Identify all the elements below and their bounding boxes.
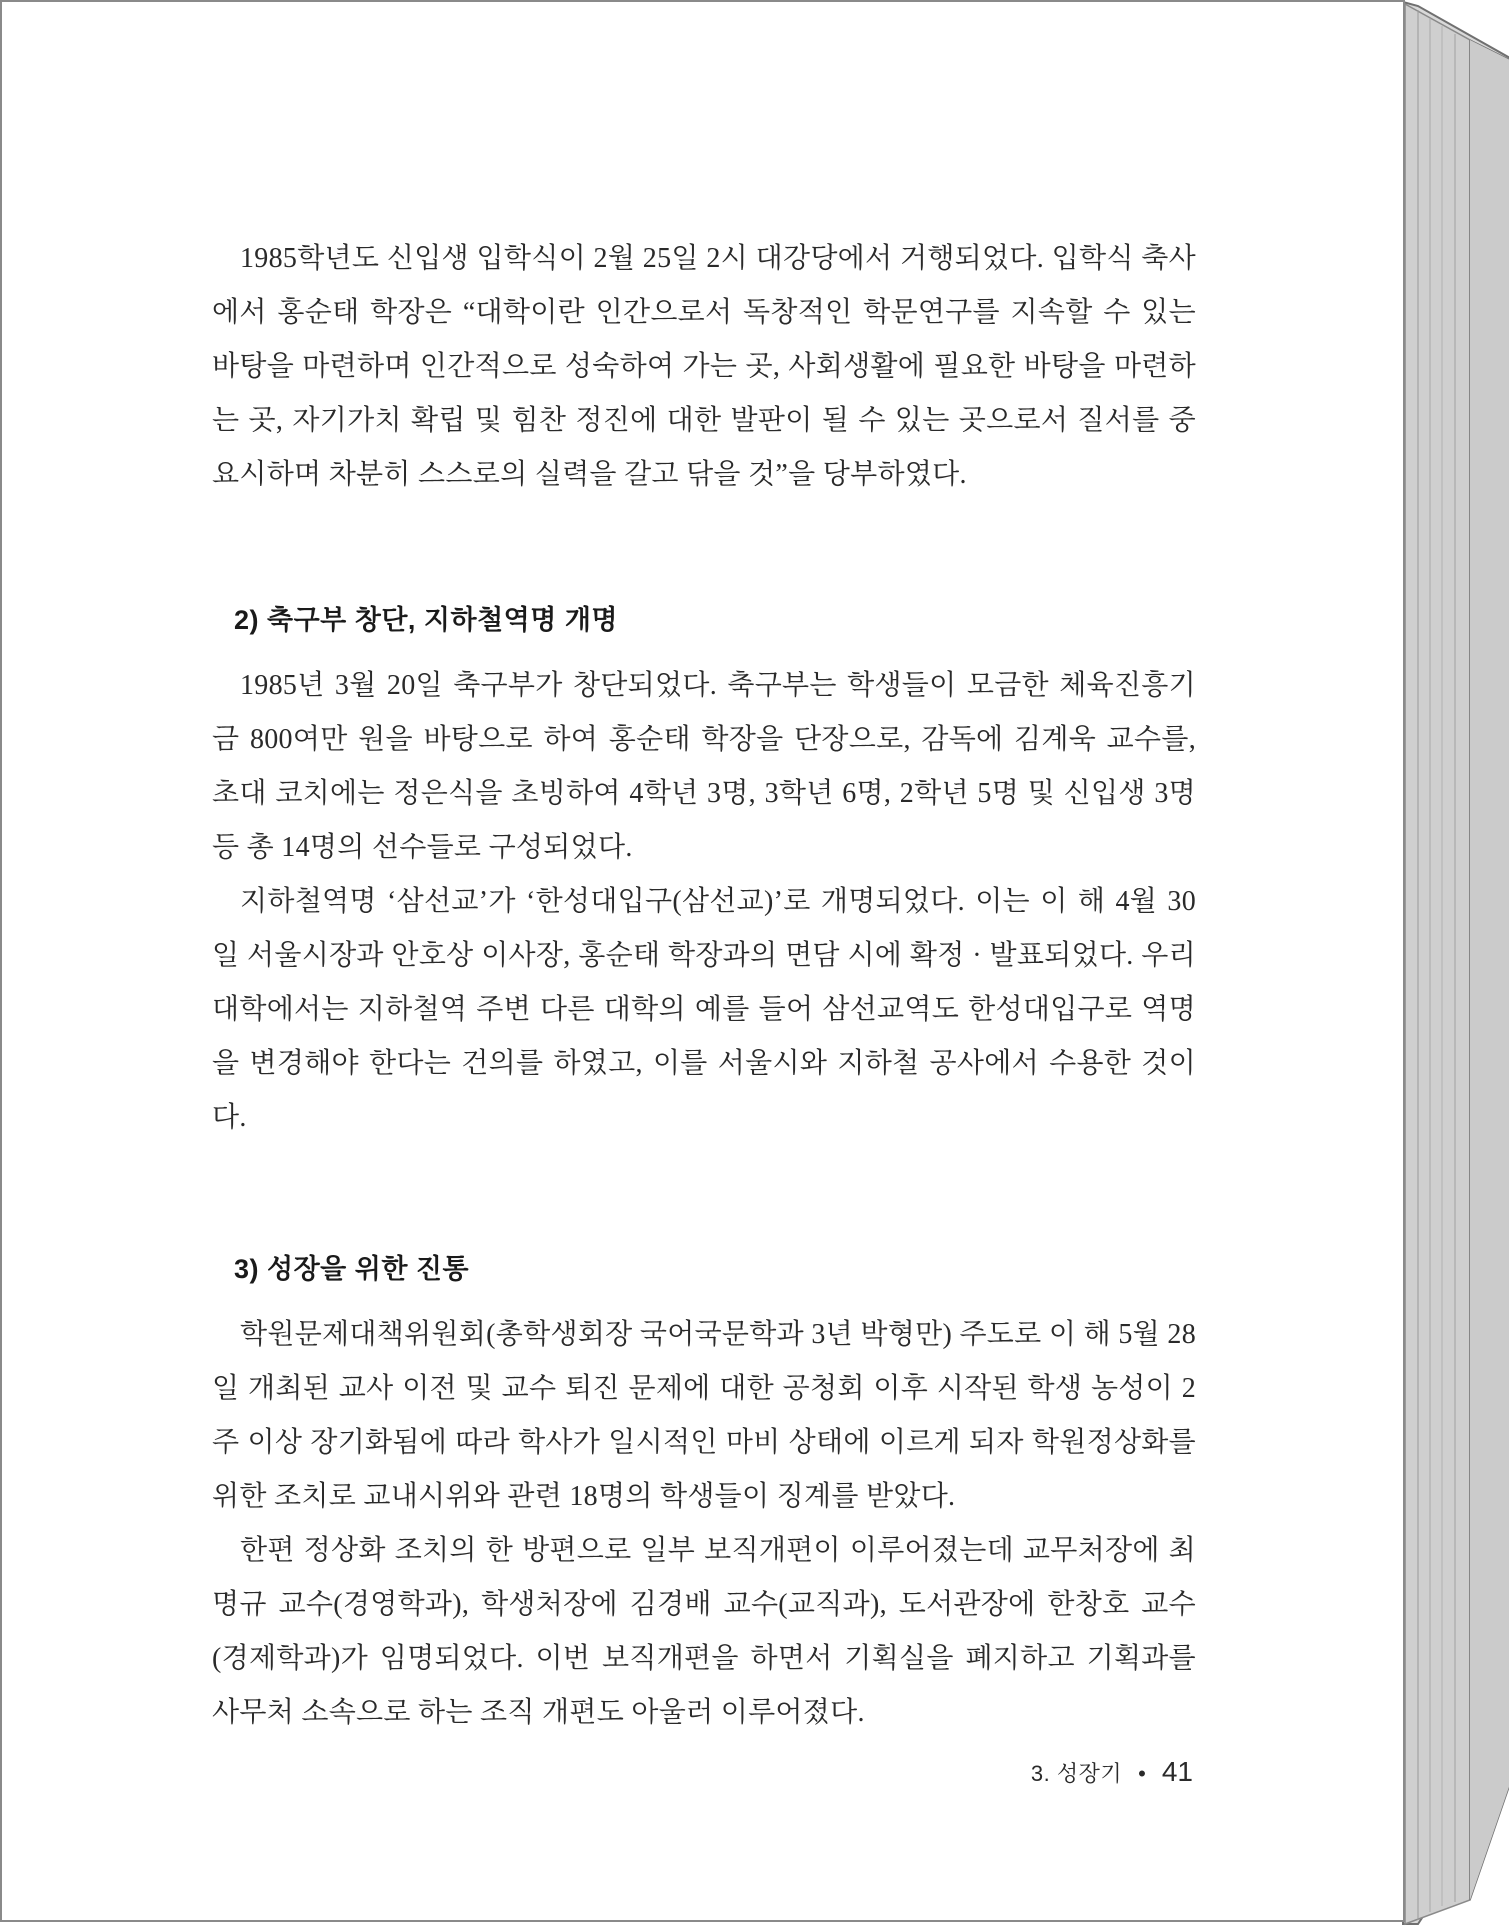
- paragraph-section2-2: 지하철역명 ‘삼선교’가 ‘한성대입구(삼선교)’로 개명되었다. 이는 이 해 4월 30일 서울시장과 안호상 이사장, 홍순태 학장과의 면담 시에 확정 · 발표되었다. 우리 대학에서는 지하철역 주변 다른 대학의 예를 들어 삼선교역도 한성대입구로 역명을 변경해야 한다는 건의를 하였고, 이를 서울시와 지하철 공사에서 수용한 것이다.: [212, 886, 1196, 1133]
- footer-bullet: •: [1138, 1761, 1146, 1786]
- page-footer: [1031, 1756, 1193, 1788]
- paragraph-intro: 1985학년도 신입생 입학식이 2월 25일 2시 대강당에서 거행되었다. 입학식 축사에서 홍순태 학장은 “대학이란 인간으로서 독창적인 학문연구를 지속할 수 있는 바탕을 마련하며 인간적으로 성숙하여 가는 곳, 사회생활에 필요한 바탕을 마련하는 곳, 자기가치 확립 및 힘찬 정진에 대한 발판이 될 수 있는 곳으로서 질서를 중요시하며 차분히 스스로의 실력을 갈고 닦을 것”을 당부하였다.: [212, 243, 1196, 490]
- paragraph-section3-1: 학원문제대책위원회(총학생회장 국어국문학과 3년 박형만) 주도로 이 해 5월 28일 개최된 교사 이전 및 교수 퇴진 문제에 대한 공청회 이후 시작된 학생 농성이 2주 이상 장기화됨에 따라 학사가 일시적인 마비 상태에 이르게 되자 학원정상화를 위한 조치로 교내시위와 관련 18명의 학생들이 징계를 받았다.: [212, 1319, 1196, 1512]
- section-heading-3: 3) 성장을 위한 진통: [234, 1254, 470, 1284]
- section-heading-2: 2) 축구부 창단, 지하철역명 개명: [234, 605, 618, 635]
- page-body: [212, 232, 1196, 1740]
- paragraph-section2-1: 1985년 3월 20일 축구부가 창단되었다. 축구부는 학생들이 모금한 체육진흥기금 800여만 원을 바탕으로 하여 홍순태 학장을 단장으로, 감독에 김계욱 교수를, 초대 코치에는 정은식을 초빙하여 4학년 3명, 3학년 6명, 2학년 5명 및 신입생 3명 등 총 14명의 선수들로 구성되었다.: [212, 670, 1196, 863]
- paragraph-section3-2: 한편 정상화 조치의 한 방편으로 일부 보직개편이 이루어졌는데 교무처장에 최명규 교수(경영학과), 학생처장에 김경배 교수(교직과), 도서관장에 한창호 교수(경제학과)가 임명되었다. 이번 보직개편을 하면서 기획실을 폐지하고 기획과를 사무처 소속으로 하는 조직 개편도 아울러 이루어졌다.: [212, 1535, 1196, 1728]
- page-number: 41: [1161, 1756, 1193, 1787]
- running-footer-section: 3. 성장기: [1030, 1761, 1123, 1786]
